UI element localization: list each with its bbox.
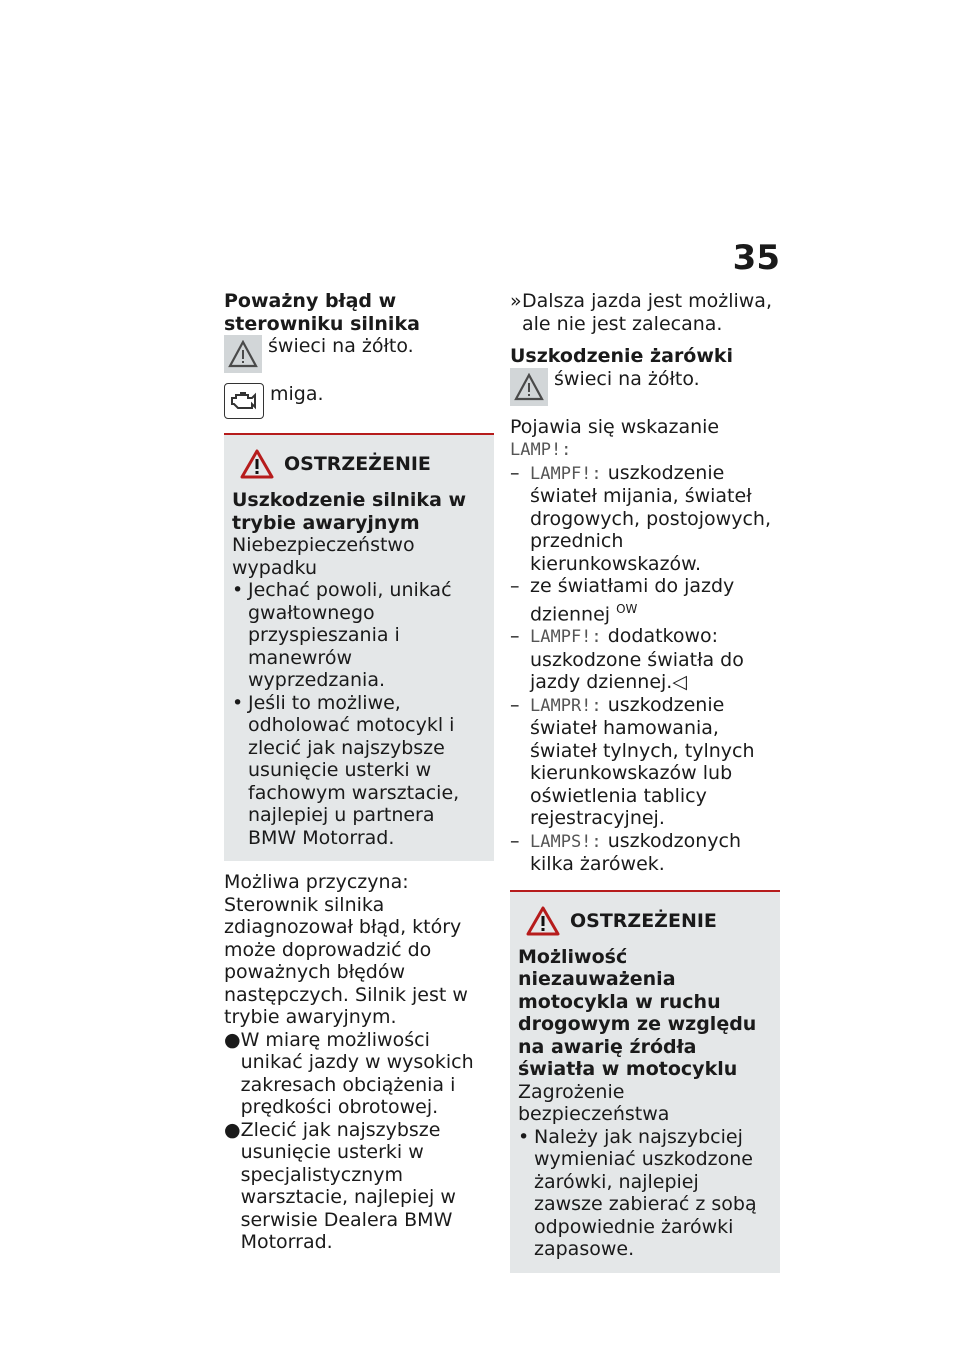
page-number: 35 [732, 238, 780, 278]
list-item-text: W miarę możliwości unikać jazdy w wysokich zakresach obciążenia i prędkości obrotowej. [240, 1028, 474, 1118]
list-item-text: uszkodzenie świateł mijania, świateł drogowych, postojowych, przednich kierunkowskazów. [530, 461, 771, 575]
display-intro-text: Pojawia się wskazanie [510, 415, 720, 438]
list-item: ● W miarę możliwości unikać jazdy w wysokich zakresach obciążenia i prędkości obrotowej. [224, 1029, 494, 1119]
list-item: – LAMPR!: uszkodzenie świateł hamowania, świateł tylnych, tylnych kierunkowskazów lub oświetlenia tablicy rejestracyjnej. [510, 693, 755, 830]
list-item-text: Należy jak najszybciej wymieniać uszkodzone żarówki, najlepiej zawsze zabierać z sobą odpowiednie żarówki zapasowe. [534, 1125, 757, 1261]
right-column [510, 290, 780, 1273]
display-intro [510, 416, 780, 462]
general-warning-icon [510, 368, 548, 406]
continue-note-text: Dalsza jazda jest możliwa, ale nie jest zalecana. [522, 290, 772, 335]
general-warning-icon [224, 335, 262, 373]
warning-header [518, 906, 772, 936]
list-item-text: Zlecić jak najszybsze usunięcie usterki w specjalistycznym warsztacie, najlepiej w serwisie Dealera BMW Motorrad. [240, 1118, 456, 1253]
display-code: LAMPF!: [530, 463, 602, 484]
list-item: • Jechać powoli, unikać gwałtownego przyspieszania i manewrów wyprzedzania. [232, 579, 486, 692]
indicator-text: świeci na żółto. [554, 367, 700, 390]
warning-triangle-icon [526, 906, 560, 936]
list-item: – LAMPF!: dodatkowo: uszkodzone światła do jazdy dziennej.◁ [510, 625, 744, 694]
display-code: LAMPF!: [530, 627, 602, 648]
warning-label: OSTRZEŻENIE [570, 909, 717, 932]
warning-risk: Zagrożenie bezpieczeństwa [518, 1080, 670, 1126]
list-item-text: dodatkowo: uszkodzone światła do jazdy dziennej. [530, 625, 744, 694]
warning-box [224, 433, 494, 861]
indicator-text: świeci na żółto. [268, 335, 414, 357]
cause-label: Możliwa przyczyna: [224, 871, 409, 893]
indicator-row-blink [224, 383, 494, 419]
list-item: • Należy jak najszybciej wymieniać uszkodzone żarówki, najlepiej zawsze zabierać z sobą odpowiednie żarówki zapasowe. [518, 1126, 772, 1261]
list-item-text: uszkodzonych kilka żarówek. [530, 829, 741, 876]
end-marker-icon: ◁ [672, 671, 687, 694]
list-item-text: uszkodzenie świateł hamowania, świateł tylnych, tylnych kierunkowskazów lub oświetlenia tablicy rejestracyjnej. [530, 693, 755, 830]
list-item-text: Jeśli to możliwe, odholować motocykl i zlecić jak najszybsze usunięcie usterki w fachowym warsztacie, najlepiej u partnera BMW Motorrad. [248, 691, 460, 849]
list-item: – LAMPS!: uszkodzonych kilka żarówek. [510, 829, 741, 876]
indicator-row-yellow [224, 335, 494, 373]
warning-triangle-icon [240, 449, 274, 479]
indicator-row-yellow [510, 368, 780, 406]
engine-check-icon [224, 383, 264, 419]
left-column [224, 290, 494, 1254]
warning-label: OSTRZEŻENIE [284, 452, 431, 475]
section-heading-bulb-fault: Uszkodzenie żarówki [510, 345, 734, 367]
list-item: • Jeśli to możliwe, odholować motocykl i zlecić jak najszybsze usunięcie usterki w fachowym warsztacie, najlepiej u partnera BMW Motorrad. [232, 692, 486, 850]
warning-box [510, 890, 780, 1273]
list-item-text: ze światłami do jazdy dziennej [530, 575, 735, 625]
section-heading-engine-fault: Poważny błąd w sterowniku silnika [224, 290, 420, 335]
warning-risk: Niebezpieczeństwo wypadku [232, 534, 415, 579]
display-code: LAMP!: [510, 440, 572, 460]
indicator-text: miga. [270, 383, 324, 405]
option-marker: OW [616, 601, 638, 616]
warning-header [232, 449, 486, 479]
list-item: – LAMPF!: uszkodzenie świateł mijania, świateł drogowych, postojowych, przednich kierunkowskazów. [510, 461, 771, 575]
cause-text: Sterownik silnika zdiagnozował błąd, który może doprowadzić do poważnych błędów następczych. Silnik jest w trybie awaryjnym. [224, 893, 468, 1028]
list-item-text: Jechać powoli, unikać gwałtownego przyspieszania i manewrów wyprzedzania. [248, 579, 452, 691]
list-item: ● Zlecić jak najszybsze usunięcie usterki w specjalistycznym warsztacie, najlepiej w serwisie Dealera BMW Motorrad. [224, 1119, 494, 1254]
continue-note: » Dalsza jazda jest możliwa, ale nie jest zalecana. [510, 290, 780, 335]
list-item: – ze światłami do jazdy dziennej $^{OW}$ [510, 575, 735, 625]
display-code: LAMPR!: [530, 695, 602, 716]
warning-title: Możliwość niezauważenia motocykla w ruchu drogowym ze względu na awarię źródła światła w motocyklu [518, 945, 757, 1081]
warning-title: Uszkodzenie silnika w trybie awaryjnym [232, 489, 467, 534]
display-code: LAMPS!: [530, 831, 602, 852]
